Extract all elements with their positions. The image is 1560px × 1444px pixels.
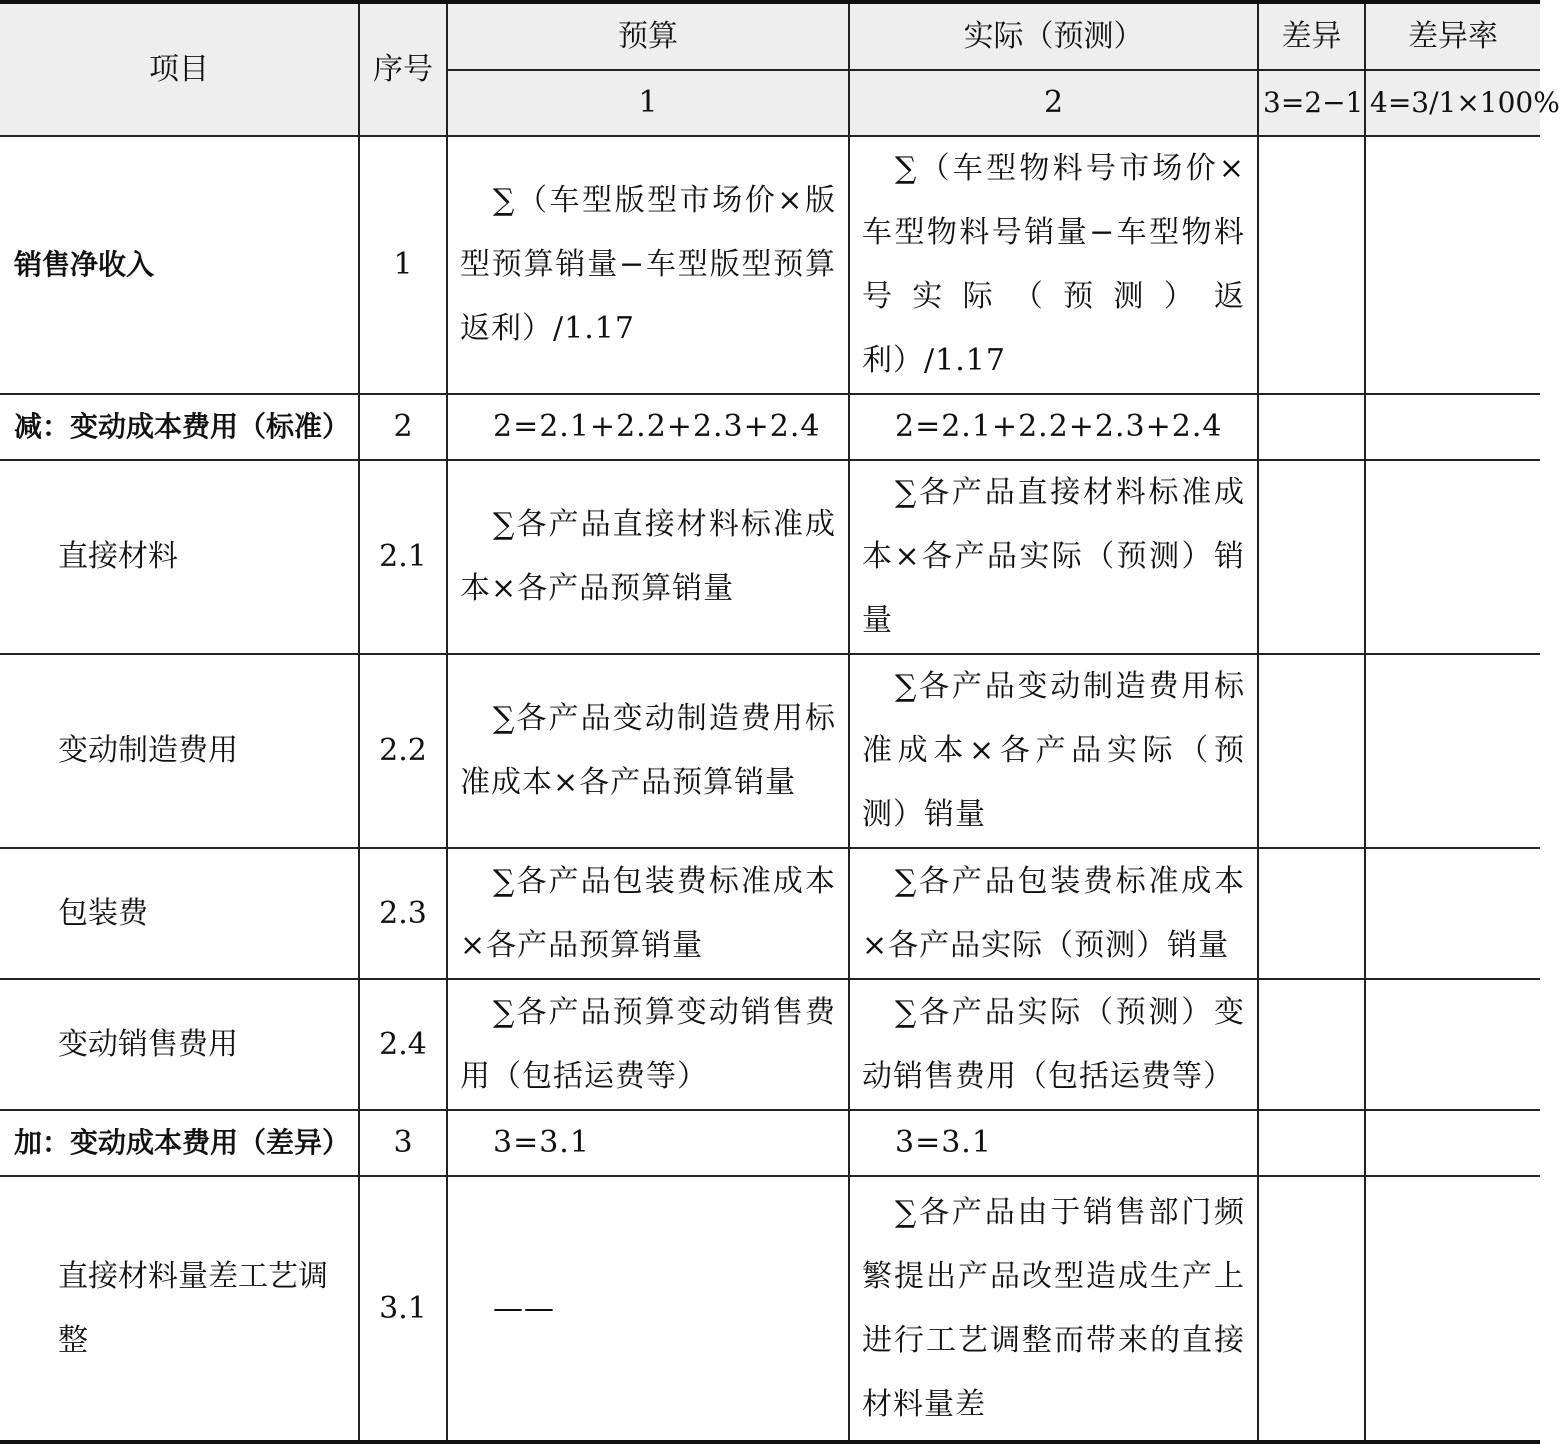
row-actual: 2=2.1+2.2+2.3+2.4 (849, 394, 1258, 460)
row-diff (1258, 848, 1365, 979)
table-row (0, 1110, 1540, 1176)
row-seq: 1 (359, 136, 447, 394)
header-budget: 预算 (447, 2, 849, 70)
table-row (0, 1176, 1540, 1442)
table-row (0, 654, 1540, 848)
row-item: 直接材料量差工艺调整 (0, 1176, 359, 1442)
row-seq: 3 (359, 1110, 447, 1176)
row-diff (1258, 979, 1365, 1110)
row-item: 变动制造费用 (0, 654, 359, 848)
row-diff (1258, 136, 1365, 394)
row-diff-rate (1365, 654, 1540, 848)
table-row (0, 394, 1540, 460)
row-budget: ∑（车型版型市场价×版型预算销量−车型版型预算返利）/1.17 (447, 136, 849, 394)
row-actual: ∑各产品包装费标准成本×各产品实际（预测）销量 (849, 848, 1258, 979)
row-seq: 2.3 (359, 848, 447, 979)
row-budget: ∑各产品直接材料标准成本×各产品预算销量 (447, 460, 849, 654)
table-header (0, 2, 1560, 136)
row-diff-rate (1365, 460, 1540, 654)
table-row (0, 979, 1540, 1110)
row-actual: ∑各产品由于销售部门频繁提出产品改型造成生产上进行工艺调整而带来的直接材料量差 (849, 1176, 1258, 1442)
row-actual: ∑各产品变动制造费用标准成本×各产品实际（预测）销量 (849, 654, 1258, 848)
row-item: 变动销售费用 (0, 979, 359, 1110)
header-item: 项目 (0, 2, 359, 136)
row-seq: 2 (359, 394, 447, 460)
row-seq: 2.1 (359, 460, 447, 654)
table-row (0, 460, 1540, 654)
table-body (0, 136, 1540, 1442)
table-row (0, 136, 1540, 394)
row-actual: ∑各产品实际（预测）变动销售费用（包括运费等） (849, 979, 1258, 1110)
row-actual: ∑各产品直接材料标准成本×各产品实际（预测）销量 (849, 460, 1258, 654)
row-diff-rate (1365, 1176, 1540, 1442)
row-actual: ∑（车型物料号市场价×车型物料号销量−车型物料号实际（预测）返利）/1.17 (849, 136, 1258, 394)
row-budget: ∑各产品预算变动销售费用（包括运费等） (447, 979, 849, 1110)
row-diff-rate (1365, 848, 1540, 979)
header-diff: 差异 (1258, 2, 1365, 70)
row-item: 减：变动成本费用（标准） (0, 394, 359, 460)
row-budget: ∑各产品包装费标准成本×各产品预算销量 (447, 848, 849, 979)
row-budget: ∑各产品变动制造费用标准成本×各产品预算销量 (447, 654, 849, 848)
header-actual: 实际（预测） (849, 2, 1258, 70)
row-diff-rate (1365, 1110, 1540, 1176)
row-diff (1258, 1110, 1365, 1176)
row-seq: 3.1 (359, 1176, 447, 1442)
row-budget: —— (447, 1176, 849, 1442)
row-budget: 2=2.1+2.2+2.3+2.4 (447, 394, 849, 460)
header-diff-rate-code: 4=3/1×100% (1365, 70, 1540, 136)
row-diff (1258, 654, 1365, 848)
row-actual: 3=3.1 (849, 1110, 1258, 1176)
row-item: 包装费 (0, 848, 359, 979)
header-row-1 (0, 2, 1540, 70)
header-seq: 序号 (359, 2, 447, 136)
row-diff (1258, 460, 1365, 654)
header-diff-code: 3=2−1 (1258, 70, 1365, 136)
row-seq: 2.2 (359, 654, 447, 848)
row-diff-rate (1365, 394, 1540, 460)
row-item: 加：变动成本费用（差异） (0, 1110, 359, 1176)
row-seq: 2.4 (359, 979, 447, 1110)
row-item: 销售净收入 (0, 136, 359, 394)
row-diff-rate (1365, 136, 1540, 394)
header-actual-code: 2 (849, 70, 1258, 136)
table-row (0, 848, 1540, 979)
row-item: 直接材料 (0, 460, 359, 654)
row-budget: 3=3.1 (447, 1110, 849, 1176)
header-budget-code: 1 (447, 70, 849, 136)
row-diff (1258, 394, 1365, 460)
row-diff (1258, 1176, 1365, 1442)
header-diff-rate: 差异率 (1365, 2, 1540, 70)
row-diff-rate (1365, 979, 1540, 1110)
